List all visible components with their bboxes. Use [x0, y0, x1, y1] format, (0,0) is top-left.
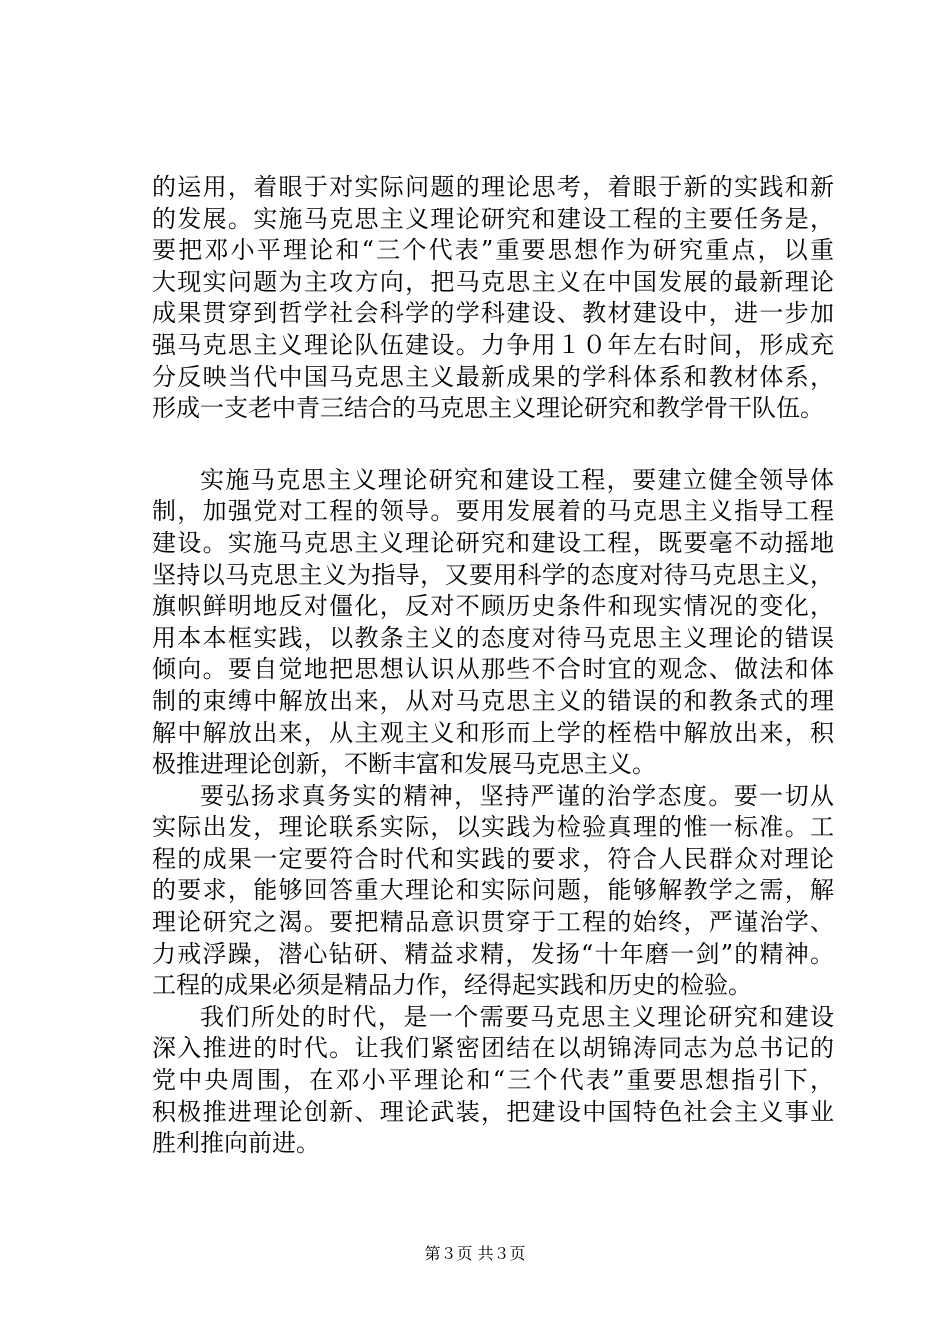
text-line: 党中央周围，在邓小平理论和“三个代表”重要思想指引下， — [152, 1066, 834, 1095]
text-line: 极推进理论创新，不断丰富和发展马克思主义。 — [152, 750, 656, 779]
text-line: 实施马克思主义理论研究和建设工程，要建立健全领导体 — [200, 465, 834, 494]
text-line: 强马克思主义理论队伍建设。力争用１０年左右时间，形成充 — [152, 330, 834, 359]
text-line: 理论研究之渴。要把精品意识贯穿于工程的始终，严谨治学、 — [152, 908, 834, 937]
text-line: 建设。实施马克思主义理论研究和建设工程，既要毫不动摇地 — [152, 528, 834, 557]
text-line: 制，加强党对工程的领导。要用发展着的马克思主义指导工程 — [152, 497, 834, 526]
page-number: 第３页 共３页 — [424, 1244, 526, 1263]
text-line: 形成一支老中青三结合的马克思主义理论研究和教学骨干队伍。 — [152, 394, 824, 423]
text-line: 胜利推向前进。 — [152, 1129, 320, 1158]
text-line: 要弘扬求真务实的精神，坚持严谨的治学态度。要一切从 — [200, 781, 834, 810]
text-line: 的发展。实施马克思主义理论研究和建设工程的主要任务是， — [152, 204, 834, 233]
paragraph-1 — [152, 172, 834, 425]
text-line: 成果贯穿到哲学社会科学的学科建设、教材建设中，进一步加 — [152, 299, 834, 328]
text-line: 要把邓小平理论和“三个代表”重要思想作为研究重点，以重 — [152, 236, 834, 265]
text-line: 解中解放出来，从主观主义和形而上学的桎梏中解放出来，积 — [152, 718, 834, 747]
text-line: 积极推进理论创新、理论武装，把建设中国特色社会主义事业 — [152, 1097, 834, 1126]
text-line: 大现实问题为主攻方向，把马克思主义在中国发展的最新理论 — [152, 267, 834, 296]
text-line: 力戒浮躁，潜心钻研、精益求精，发扬“十年磨一剑”的精神。 — [152, 939, 834, 968]
text-line: 坚持以马克思主义为指导，又要用科学的态度对待马克思主义， — [152, 560, 834, 589]
text-line: 深入推进的时代。让我们紧密团结在以胡锦涛同志为总书记的 — [152, 1034, 834, 1063]
text-line: 用本本框实践，以教条主义的态度对待马克思主义理论的错误 — [152, 623, 834, 652]
text-line: 倾向。要自觉地把思想认识从那些不合时宜的观念、做法和体 — [152, 655, 834, 684]
paragraph-gap — [152, 425, 834, 465]
paragraph-4 — [152, 1002, 834, 1160]
paragraph-3 — [152, 781, 834, 1002]
text-line: 旗帜鲜明地反对僵化，反对不顾历史条件和现实情况的变化， — [152, 592, 834, 621]
text-line: 制的束缚中解放出来，从对马克思主义的错误的和教条式的理 — [152, 686, 834, 715]
paragraph-2 — [152, 465, 834, 781]
text-line: 的运用，着眼于对实际问题的理论思考，着眼于新的实践和新 — [152, 173, 834, 201]
text-line: 工程的成果必须是精品力作，经得起实践和历史的检验。 — [152, 971, 752, 1000]
text-line: 实际出发，理论联系实际，以实践为检验真理的惟一标准。工 — [152, 813, 834, 842]
text-line: 分反映当代中国马克思主义最新成果的学科体系和教材体系， — [152, 362, 834, 391]
text-line: 我们所处的时代，是一个需要马克思主义理论研究和建设 — [200, 1002, 834, 1031]
text-line: 程的成果一定要符合时代和实践的要求，符合人民群众对理论 — [152, 844, 834, 873]
text-line: 的要求，能够回答重大理论和实际问题，能够解教学之需，解 — [152, 876, 834, 905]
document-body — [152, 172, 834, 1160]
page-footer — [0, 1244, 950, 1264]
